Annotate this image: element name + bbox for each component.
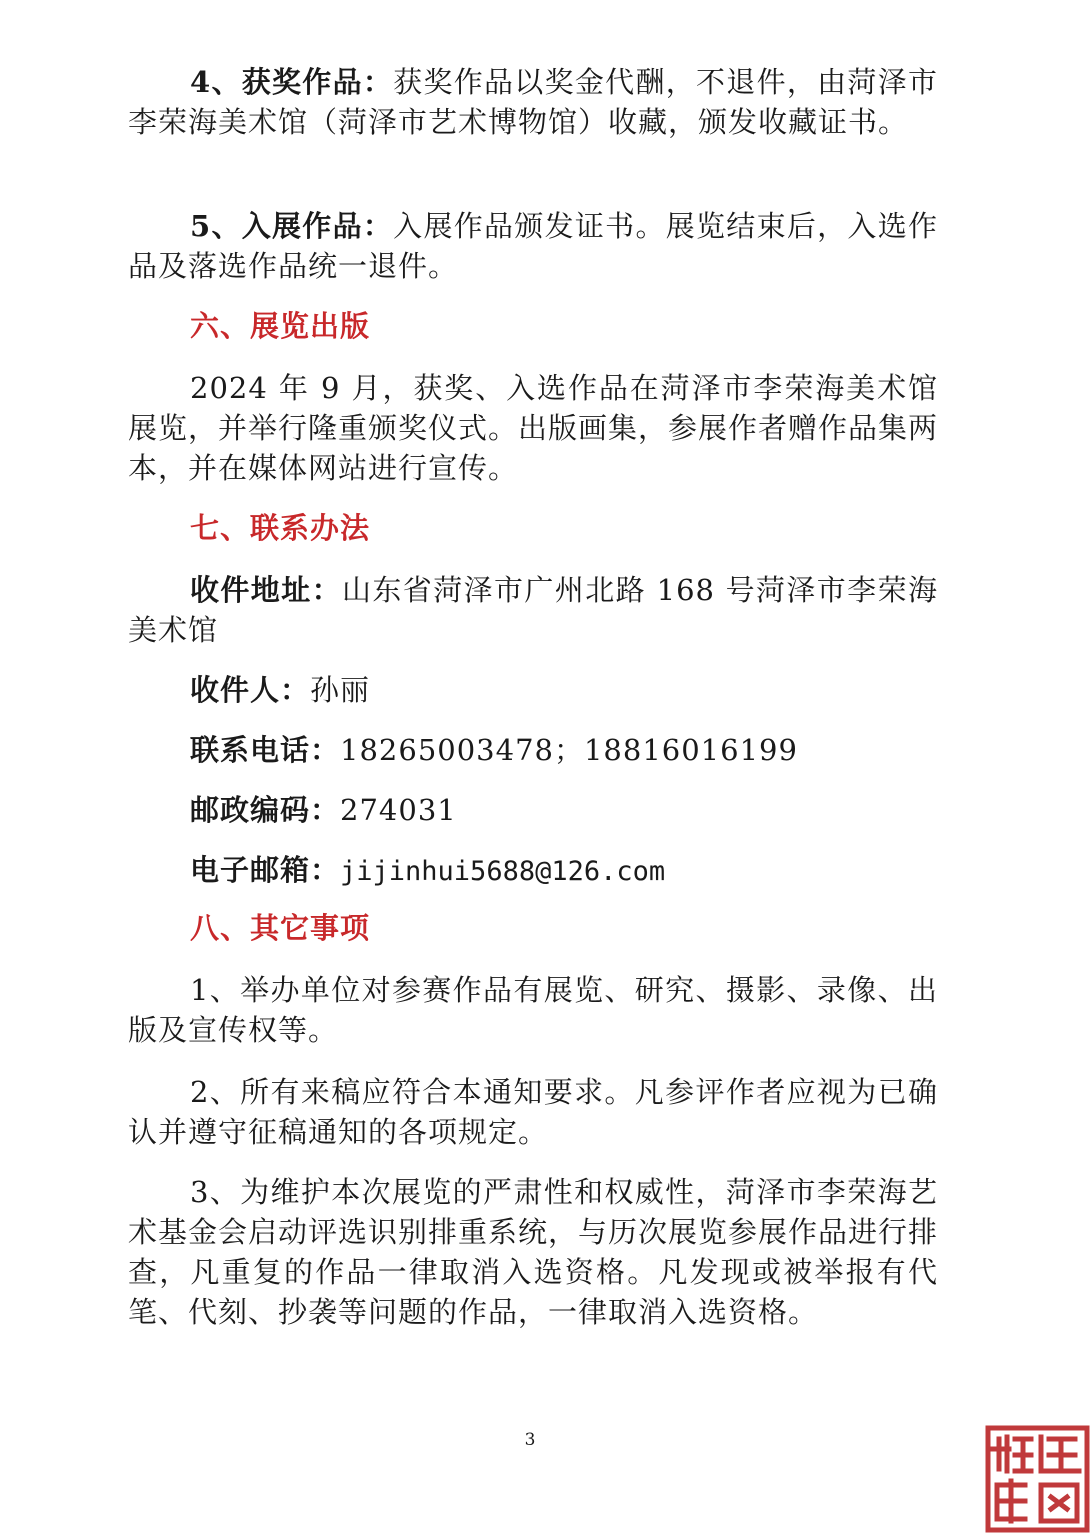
contact-address bbox=[128, 570, 938, 650]
contact-recipient bbox=[190, 670, 370, 710]
recipient-label: 收件人： bbox=[190, 673, 311, 707]
other-item-3: 3、为维护本次展览的严肃性和权威性，菏泽市李荣海艺术基金会启动评选识别排重系统，与历次展览参展作品进行排查，凡重复的作品一律取消入选资格。凡发现或被举报有代笔、代刻、抄袭等问题的作品，一律取消入选资格。 bbox=[128, 1175, 939, 1329]
paragraph-exhibition-publication: 2024 年 9 月，获奖、入选作品在菏泽市李荣海美术馆展览，并举行隆重颁奖仪式。出版画集，参展作者赠作品集两本，并在媒体网站进行宣传。 bbox=[128, 371, 939, 485]
email-value: jijinhui5688@126.com bbox=[340, 856, 666, 887]
postcode-label: 邮政编码： bbox=[190, 793, 341, 827]
section-heading-contact: 七、联系办法 bbox=[190, 511, 371, 545]
postcode-value: 274031 bbox=[340, 793, 457, 827]
phone-value: 18265003478；18816016199 bbox=[340, 733, 798, 767]
paragraph-award-works bbox=[128, 62, 938, 142]
red-seal-stamp-icon bbox=[985, 1425, 1090, 1533]
address-label: 收件地址： bbox=[190, 573, 342, 607]
exhibited-works-text: 入展作品颁发证书。展览结束后，入选作品及落选作品统一退件。 bbox=[128, 209, 938, 283]
section-heading-other: 八、其它事项 bbox=[190, 911, 371, 945]
contact-email bbox=[190, 850, 665, 892]
award-works-label: 4、获奖作品： bbox=[190, 65, 394, 99]
paragraph-exhibited-works bbox=[128, 206, 938, 286]
email-label: 电子邮箱： bbox=[190, 853, 341, 887]
address-value: 山东省菏泽市广州北路 168 号菏泽市李荣海美术馆 bbox=[128, 573, 938, 647]
contact-postcode bbox=[190, 790, 457, 830]
exhibited-works-label: 5、入展作品： bbox=[190, 209, 394, 243]
contact-phone bbox=[190, 730, 798, 770]
other-item-1: 1、举办单位对参赛作品有展览、研究、摄影、录像、出版及宣传权等。 bbox=[128, 973, 938, 1047]
page-number: 3 bbox=[524, 1430, 536, 1450]
section-heading-exhibition: 六、展览出版 bbox=[190, 309, 371, 343]
award-works-text: 获奖作品以奖金代酬，不退件，由菏泽市李荣海美术馆（菏泽市艺术博物馆）收藏，颁发收藏证书。 bbox=[128, 65, 938, 139]
other-item-2: 2、所有来稿应符合本通知要求。凡参评作者应视为已确认并遵守征稿通知的各项规定。 bbox=[128, 1075, 938, 1149]
phone-label: 联系电话： bbox=[190, 733, 341, 767]
recipient-value: 孙丽 bbox=[310, 673, 371, 707]
